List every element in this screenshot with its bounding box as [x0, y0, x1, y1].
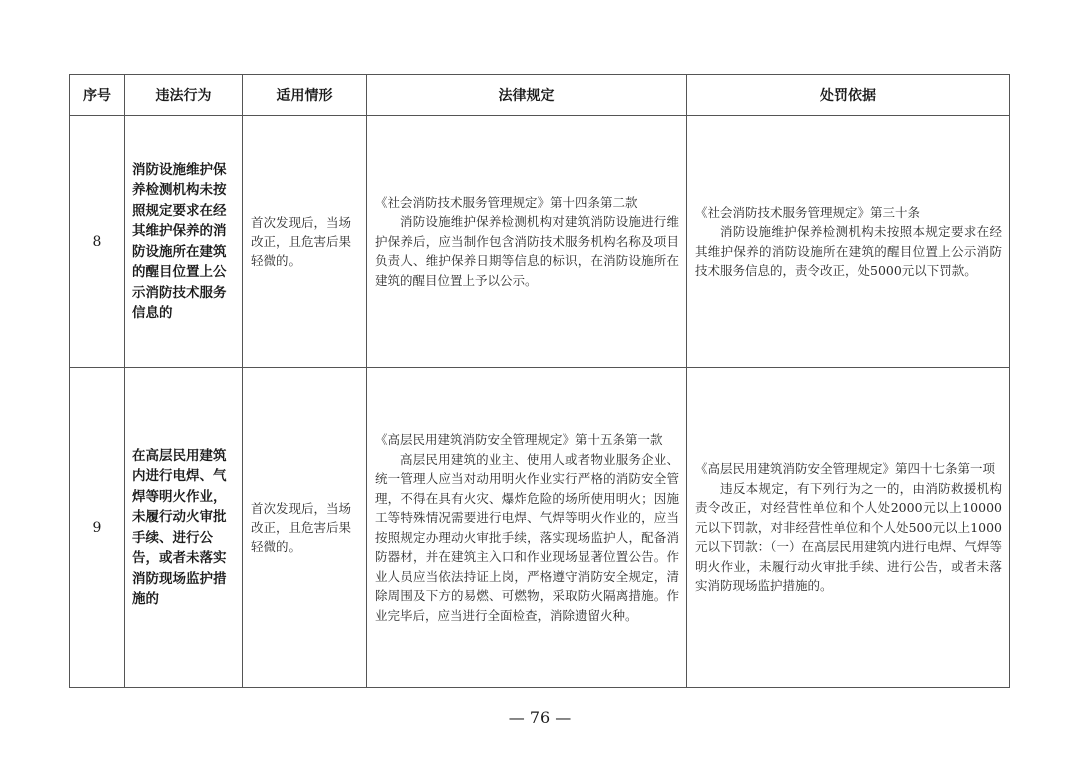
regulation-table: [69, 74, 1010, 688]
table-row: [70, 116, 1010, 368]
law-title: 《高层民用建筑消防安全管理规定》第十五条第一款: [375, 432, 663, 447]
row-number: 8: [70, 116, 125, 368]
law-text: 消防设施维护保养检测机构对建筑消防设施进行维护保养后，应当制作包含消防技术服务机构名称及项目负责人、维护保养日期等信息的标识，在消防设施所在建筑的醒目位置上予以公示。: [375, 214, 679, 288]
penalty-cell: [687, 368, 1010, 688]
header-condition: 适用情形: [243, 75, 367, 116]
law-title: 《社会消防技术服务管理规定》第十四条第二款: [375, 194, 638, 210]
page-number: — 76 —: [508, 708, 572, 727]
condition-cell: 首次发现后，当场改正，且危害后果轻微的。: [243, 368, 367, 688]
row-number: 9: [70, 368, 125, 688]
penalty-cell: [687, 116, 1010, 368]
penalty-text: 违反本规定，有下列行为之一的，由消防救援机构责令改正，对经营性单位和个人处2000元以上10000元以下罚款，对非经营性单位和个人处500元以上1000元以下罚款：（一）在高层民用建筑内进行电焊、气焊等明火作业，未履行动火审批手续、进行公告，或者未落实消防现场监护措施的。: [695, 480, 1002, 594]
penalty-title: 《高层民用建筑消防安全管理规定》第四十七条第一项: [695, 461, 996, 477]
penalty-title: 《社会消防技术服务管理规定》第三十条: [695, 204, 921, 220]
header-penalty-basis: 处罚依据: [687, 75, 1010, 116]
violation-cell: 在高层民用建筑内进行电焊、气焊等明火作业，未履行动火审批手续、进行公告，或者未落实消防现场监护措施的: [125, 368, 243, 688]
header-violation: 违法行为: [125, 75, 243, 116]
condition-cell: 首次发现后，当场改正，且危害后果轻微的。: [243, 116, 367, 368]
law-cell: [367, 116, 687, 368]
law-text: 高层民用建筑的业主、使用人或者物业服务企业、统一管理人应当对动用明火作业实行严格的消防安全管理，不得在具有火灾、爆炸危险的场所使用明火；因施工等特殊情况需要进行电焊、气焊等明火作业的，应当按照规定办理动火审批手续，落实现场监护人，配备消防器材，并在建筑主入口和作业现场显著位置公告。作业人员应当依法持证上岗，严格遵守消防安全规定，清除周围及下方的易燃、可燃物，采取防火隔离措施。作业完毕后，应当进行全面检查，消除遗留火种。: [375, 451, 679, 623]
table-header-row: [70, 75, 1010, 116]
header-number: 序号: [70, 75, 125, 116]
header-law: 法律规定: [367, 75, 687, 116]
penalty-text: 消防设施维护保养检测机构未按照本规定要求在经其维护保养的消防设施所在建筑的醒目位置上公示消防技术服务信息的，责令改正，处5000元以下罚款。: [695, 224, 1002, 278]
table-row: [70, 368, 1010, 688]
law-cell: [367, 368, 687, 688]
violation-cell: 消防设施维护保养检测机构未按照规定要求在经其维护保养的消防设施所在建筑的醒目位置上公示消防技术服务信息的: [125, 116, 243, 368]
